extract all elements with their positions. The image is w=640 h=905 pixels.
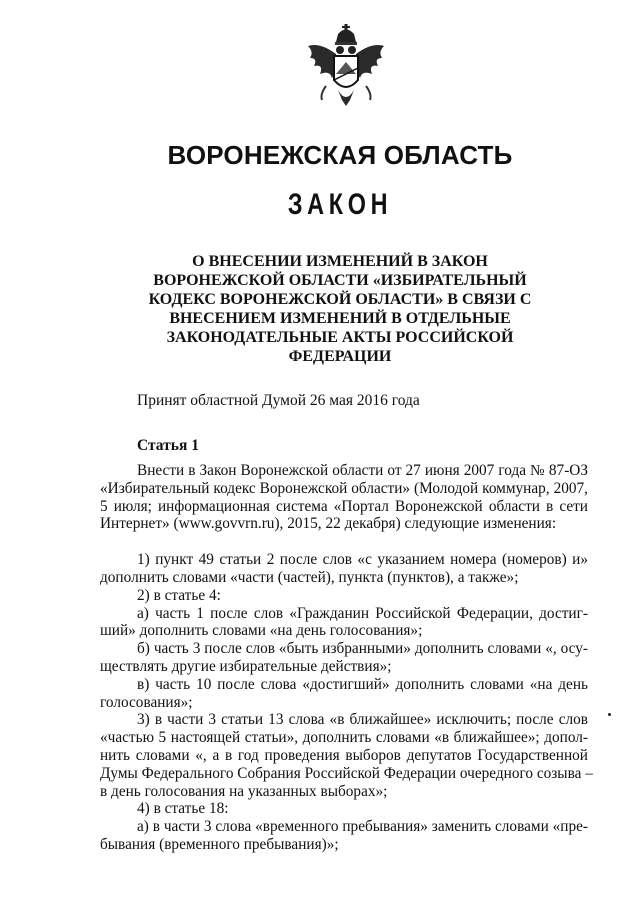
body-line: 2) в статье 4: [137, 586, 221, 604]
body-line: нить словами «, а в год проведения выборов депутатов Государственной [100, 746, 588, 764]
law-title-line: ВОРОНЕЖСКОЙ ОБЛАСТИ «ИЗБИРАТЕЛЬНЫЙ [153, 272, 527, 289]
article-heading: Статья 1 [137, 437, 199, 454]
body-line: дополнить словами «части (частей), пункта (пунктов), а также»; [100, 568, 519, 586]
scan-mark [608, 713, 611, 716]
law-title-line: КОДЕКС ВОРОНЕЖСКОЙ ОБЛАСТИ» В СВЯЗИ С [148, 291, 532, 308]
coat-of-arms-icon [300, 24, 392, 106]
law-title-line: ФЕДЕРАЦИИ [288, 348, 392, 365]
body-line: 5 июля; информационная система «Портал Воронежской области в сети [100, 497, 588, 515]
adoption-date: Принят областной Думой 26 мая 2016 года [137, 392, 420, 409]
body-line: а) в части 3 слова «временного пребывания» заменить словами «пре- [137, 818, 588, 836]
body-line: Думы Федерального Собрания Российской Федерации очередного созыва – [100, 764, 593, 782]
law-title-line: ВНЕСЕНИЕМ ИЗМЕНЕНИЙ В ОТДЕЛЬНЫЕ [169, 310, 511, 327]
body-line: ществлять другие избирательные действия»; [100, 657, 392, 675]
law-title [130, 252, 550, 366]
body-line: Интернет» (www.govvrn.ru), 2015, 22 декабря) следующие изменения: [100, 515, 557, 533]
region-heading: ВОРОНЕЖСКАЯ ОБЛАСТЬ [167, 140, 513, 170]
document-type-heading: ЗАКОН [287, 188, 393, 221]
body-line: бывания (временного пребывания)»; [100, 835, 339, 853]
article-body [100, 462, 593, 854]
body-line: «частью 5 настоящей статьи», дополнить словами «в ближайшее»; допол- [100, 729, 588, 747]
body-line: 4) в статье 18: [137, 800, 229, 818]
body-line: 3) в части 3 статьи 13 слова «в ближайшее» исключить; после слов [137, 711, 588, 729]
body-line: «Избирательный кодекс Воронежской области» (Молодой коммунар, 2007, [100, 479, 588, 497]
body-line: в) часть 10 после слова «достигший» дополнить словами «на день [137, 675, 588, 693]
body-line: Внести в Закон Воронежской области от 27 июня 2007 года № 87-ОЗ [137, 462, 588, 479]
law-title-line: О ВНЕСЕНИИ ИЗМЕНЕНИЙ В ЗАКОН [192, 253, 488, 270]
body-line: б) часть 3 после слов «быть избранными» дополнить словами «, осу- [137, 640, 588, 658]
body-line: голосования»; [100, 693, 193, 711]
law-title-line: ЗАКОНОДАТЕЛЬНЫЕ АКТЫ РОССИЙСКОЙ [166, 329, 514, 346]
body-line: ший» дополнить словами «на день голосования»; [100, 622, 423, 640]
body-line: 1) пункт 49 статьи 2 после слов «с указанием номера (номеров) и» [137, 551, 588, 569]
body-line: в день голосования на указанных выборах»; [100, 782, 388, 800]
body-line: а) часть 1 после слов «Гражданин Российской Федерации, достиг- [137, 604, 588, 622]
